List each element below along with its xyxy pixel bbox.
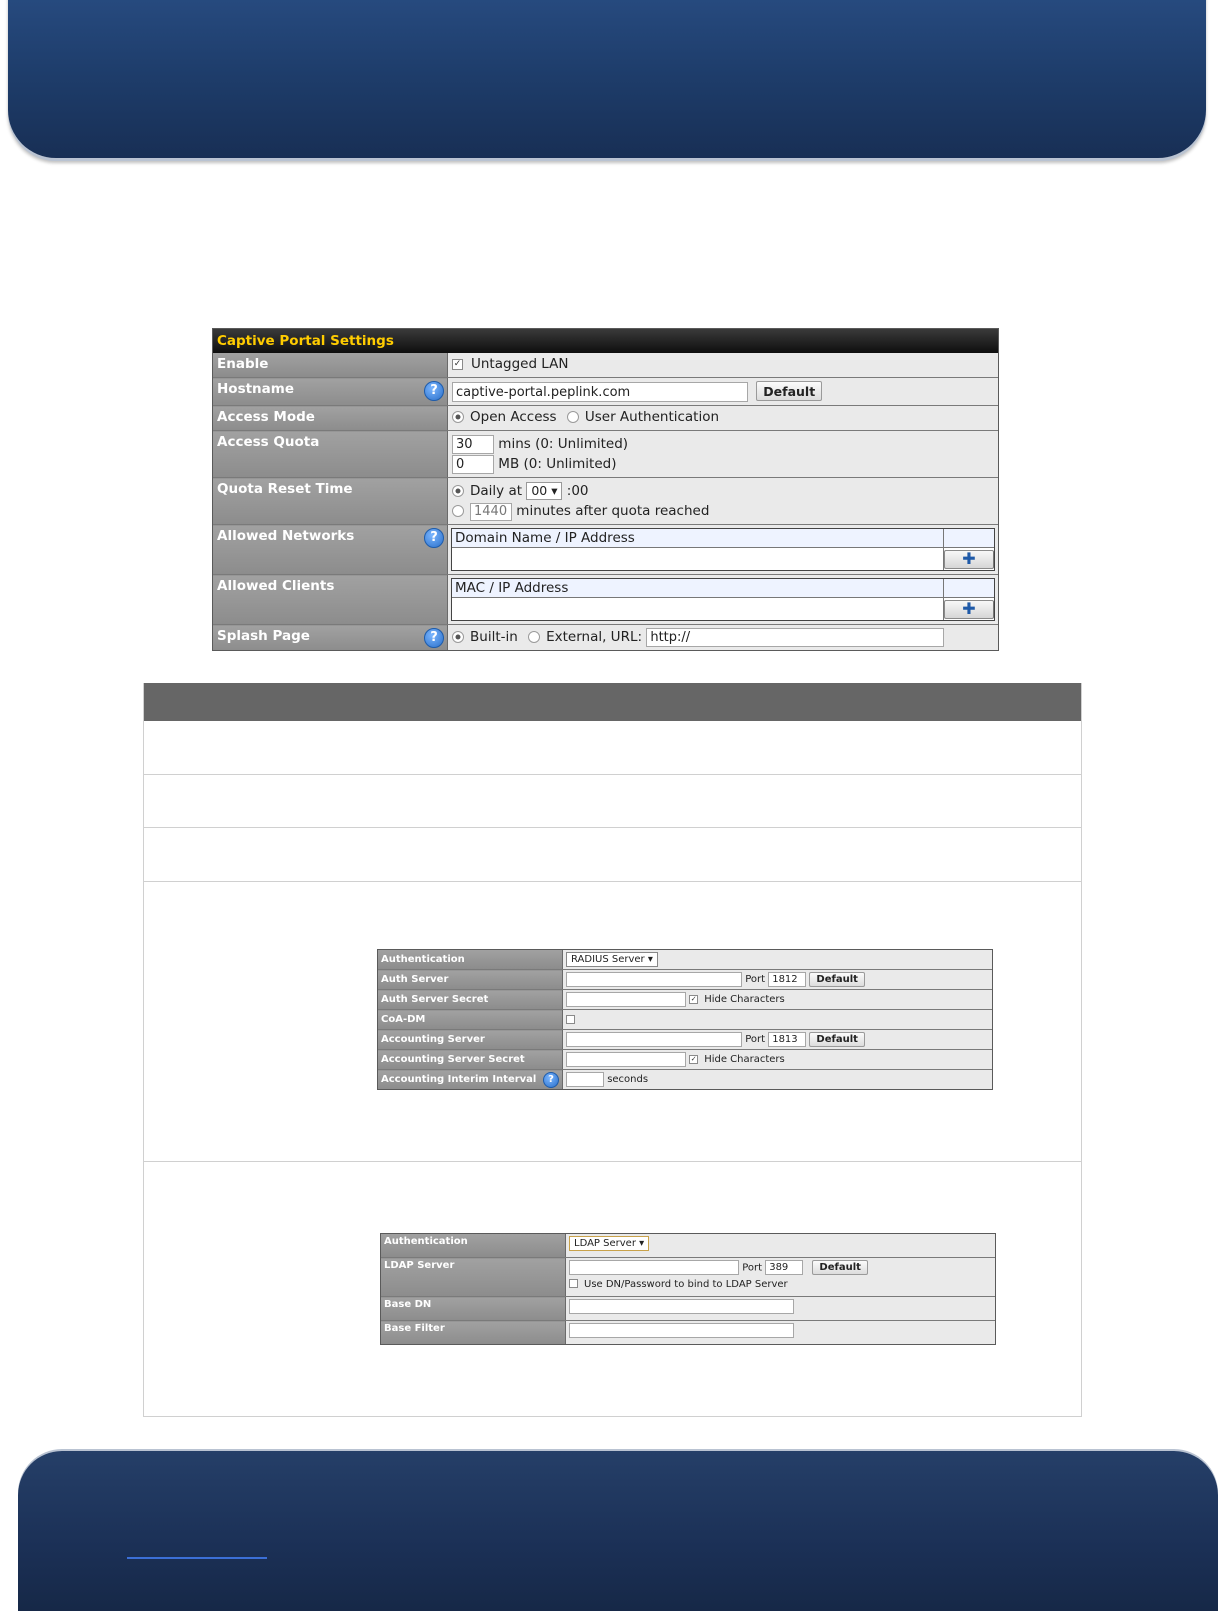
builtin-radio[interactable] <box>452 631 464 643</box>
ldap-default-button[interactable]: Default <box>812 1260 868 1275</box>
acct-secret-input[interactable] <box>566 1052 686 1067</box>
acct-server-input[interactable] <box>566 1032 742 1047</box>
untagged-lan-checkbox[interactable]: ✓ <box>453 358 462 369</box>
splash-page-label: Splash Page <box>217 628 310 644</box>
footer-link[interactable] <box>127 1557 267 1559</box>
ldap-port-label: Port <box>742 1262 763 1274</box>
external-radio[interactable] <box>528 631 540 643</box>
ldap-settings-panel <box>380 1233 996 1345</box>
external-url-input[interactable] <box>646 628 944 647</box>
auth-secret-label: Auth Server Secret <box>378 990 563 1010</box>
quota-reset-label: Quota Reset Time <box>213 478 448 525</box>
ldap-bind-label: Use DN/Password to bind to LDAP Server <box>584 1278 788 1290</box>
daily-reset-radio[interactable] <box>452 485 464 497</box>
daily-at-label: Daily at <box>470 483 523 499</box>
auth-server-label: Auth Server <box>378 970 563 990</box>
interim-label: Accounting Interim Interval <box>381 1074 537 1085</box>
radius-auth-select[interactable]: RADIUS Server ▾ <box>566 952 658 967</box>
quota-mb-text: MB (0: Unlimited) <box>498 456 617 472</box>
ldap-server-input[interactable] <box>569 1260 739 1275</box>
description-table-header <box>144 683 1081 721</box>
reset-minutes-text: minutes after quota reached <box>516 503 710 519</box>
minutes-reset-radio[interactable] <box>452 505 464 517</box>
quota-mins-text: mins (0: Unlimited) <box>498 436 629 452</box>
reset-hour-suffix: :00 <box>566 483 589 499</box>
allowed-networks-label: Allowed Networks <box>217 528 355 544</box>
coa-label: CoA-DM <box>378 1010 563 1030</box>
acct-port-input[interactable] <box>768 1032 806 1047</box>
interim-help-icon[interactable]: ? <box>543 1072 559 1088</box>
open-access-radio[interactable] <box>452 411 464 423</box>
footer-banner <box>18 1451 1218 1611</box>
allowed-clients-empty-row <box>452 598 944 620</box>
acct-default-button[interactable]: Default <box>809 1032 865 1047</box>
add-client-button[interactable]: ✚ <box>944 600 994 619</box>
auth-port-label: Port <box>745 974 766 985</box>
allowed-clients-table <box>451 578 995 621</box>
allowed-clients-label: Allowed Clients <box>213 575 448 625</box>
ldap-auth-select[interactable]: LDAP Server ▾ <box>569 1236 649 1251</box>
base-filter-label: Base Filter <box>381 1321 566 1345</box>
ldap-port-input[interactable] <box>765 1260 803 1275</box>
coa-checkbox[interactable] <box>566 1015 575 1024</box>
radius-auth-label: Authentication <box>378 950 563 970</box>
acct-port-label: Port <box>745 1034 766 1045</box>
reset-hour-select[interactable]: 00 ▾ <box>526 482 562 500</box>
allowed-networks-column: Domain Name / IP Address <box>452 529 944 547</box>
reset-minutes-input[interactable] <box>470 503 512 521</box>
allowed-networks-empty-row <box>452 548 944 570</box>
base-filter-input[interactable] <box>569 1323 794 1338</box>
hostname-help-icon[interactable]: ? <box>424 381 444 401</box>
auth-port-input[interactable] <box>768 972 806 987</box>
add-network-button[interactable]: ✚ <box>944 550 994 569</box>
acct-server-label: Accounting Server <box>378 1030 563 1050</box>
ldap-auth-label: Authentication <box>381 1234 566 1258</box>
interim-unit: seconds <box>607 1074 649 1085</box>
hostname-label: Hostname <box>217 381 295 397</box>
acct-hide-checkbox[interactable]: ✓ <box>690 1054 697 1063</box>
captive-portal-settings-panel <box>212 328 999 651</box>
auth-hide-checkbox[interactable]: ✓ <box>690 994 697 1003</box>
allowed-networks-table <box>451 528 995 571</box>
external-label: External, URL: <box>546 629 643 645</box>
radius-auth-value: RADIUS Server <box>571 953 645 965</box>
acct-hide-label: Hide Characters <box>704 1054 785 1065</box>
radius-settings-panel <box>377 949 993 1090</box>
hostname-input[interactable] <box>452 382 748 402</box>
auth-server-input[interactable] <box>566 972 742 987</box>
desc-row-enable <box>144 721 1081 775</box>
auth-default-button[interactable]: Default <box>809 972 865 987</box>
ldap-bind-checkbox[interactable] <box>569 1279 578 1288</box>
desc-row-access-mode <box>144 828 1081 882</box>
open-access-label: Open Access <box>470 409 557 425</box>
acct-secret-label: Accounting Server Secret <box>378 1050 563 1070</box>
builtin-label: Built-in <box>470 629 518 645</box>
splash-page-help-icon[interactable]: ? <box>424 628 444 648</box>
quota-mb-input[interactable] <box>452 455 494 474</box>
access-mode-label: Access Mode <box>213 406 448 431</box>
untagged-lan-label: Untagged LAN <box>471 356 569 372</box>
quota-mins-input[interactable] <box>452 435 494 454</box>
ldap-server-label: LDAP Server <box>381 1258 566 1297</box>
reset-hour-value: 00 <box>531 483 548 498</box>
auth-secret-input[interactable] <box>566 992 686 1007</box>
desc-row-hostname <box>144 775 1081 828</box>
user-auth-radio[interactable] <box>567 411 579 423</box>
header-banner <box>8 0 1206 158</box>
allowed-clients-column: MAC / IP Address <box>452 579 944 597</box>
hostname-default-button[interactable]: Default <box>756 381 822 401</box>
enable-label: Enable <box>213 353 448 378</box>
panel-title: Captive Portal Settings <box>213 329 998 353</box>
allowed-networks-help-icon[interactable]: ? <box>424 528 444 548</box>
ldap-auth-value: LDAP Server <box>574 1238 636 1249</box>
user-auth-label: User Authentication <box>584 409 720 425</box>
base-dn-input[interactable] <box>569 1299 794 1314</box>
auth-hide-label: Hide Characters <box>704 994 785 1005</box>
interim-input[interactable] <box>566 1072 604 1087</box>
access-quota-label: Access Quota <box>213 431 448 478</box>
base-dn-label: Base DN <box>381 1297 566 1321</box>
